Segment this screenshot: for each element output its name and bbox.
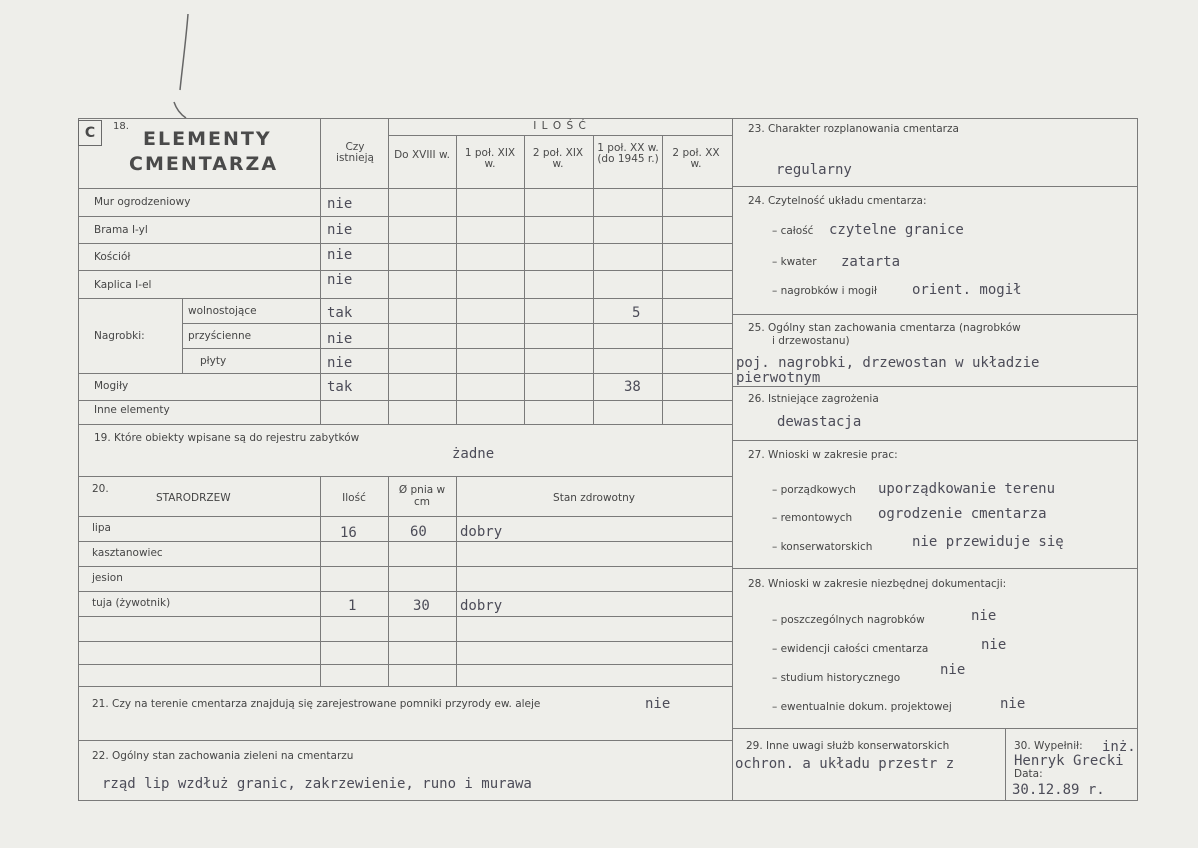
q29-label: 29. Inne uwagi służb konserwatorskich: [746, 740, 950, 752]
q28-item-value: nie: [971, 608, 997, 624]
q27-item-label: – porządkowych: [772, 484, 856, 496]
row-label-graves: Mogiły: [94, 380, 129, 392]
q19-value: żadne: [452, 446, 495, 462]
row-label-chapel: Kaplica I-el: [94, 279, 152, 291]
section-18-number: 18.: [113, 121, 129, 132]
row-label-wall-mounted: przyścienne: [188, 330, 252, 342]
top-border: [78, 118, 1138, 119]
q25-value-line1: poj. nagrobki, drzewostan w układzie: [736, 355, 1040, 371]
q27-item-value: uporządkowanie terenu: [878, 481, 1056, 497]
q22-label: 22. Ogólny stan zachowania zieleni na cmentarzu: [92, 750, 354, 762]
q24-item-value: czytelne granice: [829, 222, 964, 238]
exists-value: nie: [327, 247, 353, 263]
tree-name: tuja (żywotnik): [92, 597, 171, 609]
trees-state-header: Stan zdrowotny: [553, 492, 635, 504]
q28-item-label: – poszczególnych nagrobków: [772, 614, 925, 626]
q24-item-value: orient. mogił: [912, 282, 1022, 298]
pencil-mark: [160, 10, 200, 120]
q19-label: 19. Które obiekty wpisane są do rejestru zabytków: [94, 432, 360, 444]
q28-label: 28. Wnioski w zakresie niezbędnej dokumentacji:: [748, 578, 1007, 590]
row-label-wall: Mur ogrodzeniowy: [94, 196, 191, 208]
col-exists-header: Czy istnieją: [336, 141, 374, 164]
tree-state: dobry: [460, 598, 503, 614]
q26-value: dewastacja: [777, 414, 862, 430]
section-20-number: 20.: [92, 483, 109, 495]
q25-value-line2: pierwotnym: [736, 370, 821, 386]
q23-value: regularny: [776, 162, 852, 178]
count-value: 5: [632, 305, 641, 321]
row-label-other: Inne elementy: [94, 404, 170, 416]
nagrobki-label: Nagrobki:: [94, 330, 145, 342]
ilosc-header: I L O Ś Ć: [533, 120, 587, 132]
q27-item-value: ogrodzenie cmentarza: [878, 506, 1047, 522]
elements-title-line2: CMENTARZA: [129, 153, 279, 175]
exists-value: nie: [327, 222, 353, 238]
exists-value: nie: [327, 331, 353, 347]
q25-label-line2: i drzewostanu): [772, 335, 850, 347]
q30-title: inż.: [1102, 739, 1136, 755]
q27-item-value: nie przewiduje się: [912, 534, 1064, 550]
trees-qty-header: Ilość: [342, 492, 366, 504]
trees-diam-header: Ø pnia w cm: [398, 484, 446, 508]
period-col-4: 1 poł. XX w. (do 1945 r.): [597, 142, 659, 165]
tree-name: kasztanowiec: [92, 547, 163, 559]
q21-value: nie: [645, 696, 671, 712]
q30-label: 30. Wypełnił:: [1014, 740, 1083, 752]
q22-value: rząd lip wzdłuż granic, zakrzewienie, runo i murawa: [102, 776, 532, 792]
count-value: 38: [624, 379, 641, 395]
q27-item-label: – konserwatorskich: [772, 541, 873, 553]
period-col-2: 1 poł. XIX w.: [464, 147, 516, 170]
q24-item-label: – nagrobków i mogił: [772, 285, 878, 297]
tree-diam: 30: [413, 598, 430, 614]
q24-item-value: zatarta: [841, 254, 901, 270]
section-letter: C: [78, 120, 102, 146]
q27-item-label: – remontowych: [772, 512, 853, 524]
row-label-gate: Brama I-yl: [94, 224, 148, 236]
left-border: [78, 118, 79, 800]
tree-qty: 1: [348, 598, 357, 614]
elements-title-line1: ELEMENTY: [143, 128, 272, 150]
q27-label: 27. Wnioski w zakresie prac:: [748, 449, 898, 461]
trees-title: STARODRZEW: [156, 492, 231, 504]
q23-label: 23. Charakter rozplanowania cmentarza: [748, 123, 959, 135]
period-col-3: 2 poł. XIX w.: [532, 147, 584, 170]
q28-item-label: – studium historycznego: [772, 672, 901, 684]
row-label-slabs: płyty: [200, 355, 227, 367]
q30-name: Henryk Grecki: [1014, 753, 1124, 769]
row-label-church: Kościół: [94, 251, 131, 263]
bottom-border: [78, 800, 1138, 801]
period-col-5: 2 poł. XX w.: [672, 147, 720, 170]
q30-date: 30.12.89 r.: [1012, 782, 1105, 798]
q28-item-label: – ewidencji całości cmentarza: [772, 643, 929, 655]
tree-name: lipa: [92, 522, 111, 534]
tree-state: dobry: [460, 524, 503, 540]
exists-value: nie: [327, 196, 353, 212]
q28-item-value: nie: [940, 662, 966, 678]
tree-diam: 60: [410, 524, 427, 540]
q28-item-value: nie: [1000, 696, 1026, 712]
q24-item-label: – kwater: [772, 256, 817, 268]
exists-value: nie: [327, 355, 353, 371]
q28-item-value: nie: [981, 637, 1007, 653]
q30-date-label: Data:: [1014, 768, 1043, 780]
exists-value: tak: [327, 379, 353, 395]
row-label-freestanding: wolnostojące: [188, 305, 257, 317]
q24-item-label: – całość: [772, 225, 814, 237]
exists-value: nie: [327, 272, 353, 288]
tree-name: jesion: [92, 572, 123, 584]
q29-value: ochron. a układu przestr z: [735, 756, 955, 772]
q25-label-line1: 25. Ogólny stan zachowania cmentarza (nagrobków: [748, 322, 1021, 334]
q26-label: 26. Istniejące zagrożenia: [748, 393, 879, 405]
right-border: [1137, 118, 1138, 800]
q28-item-label: – ewentualnie dokum. projektowej: [772, 701, 952, 713]
tree-qty: 16: [340, 525, 357, 541]
exists-value: tak: [327, 305, 353, 321]
q21-label: 21. Czy na terenie cmentarza znajdują się zarejestrowane pomniki przyrody ew. aleje: [92, 698, 541, 710]
center-divider: [732, 118, 733, 800]
q24-label: 24. Czytelność układu cmentarza:: [748, 195, 927, 207]
period-col-1: Do XVIII w.: [394, 149, 450, 161]
